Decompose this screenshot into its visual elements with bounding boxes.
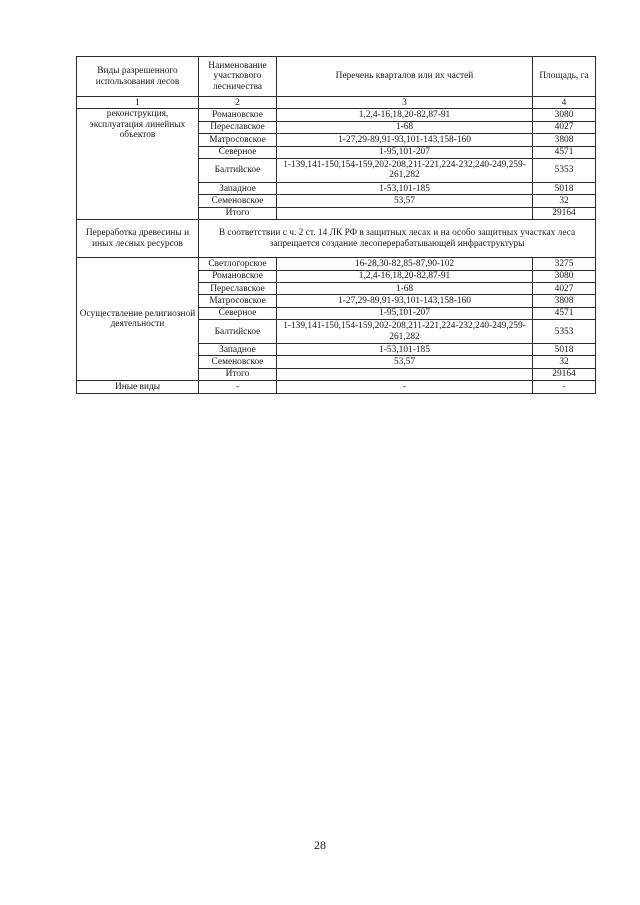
quarters-cell: 1-95,101-207 xyxy=(277,146,533,158)
table-row xyxy=(77,220,596,258)
area-cell: 32 xyxy=(533,195,596,207)
area-cell: 5353 xyxy=(533,320,596,344)
area-cell: 5018 xyxy=(533,182,596,194)
area-cell: 4027 xyxy=(533,282,596,294)
quarters-cell: 1-68 xyxy=(277,121,533,133)
area-total-cell: 29164 xyxy=(533,207,596,219)
area-cell: 4027 xyxy=(533,121,596,133)
quarters-cell: 1-68 xyxy=(277,282,533,294)
forestry-cell: Светлогорское xyxy=(199,258,277,270)
use-type-religious-activity: Осуществление религиозной деятельности xyxy=(77,258,199,381)
area-cell: 5353 xyxy=(533,158,596,182)
forestry-cell: Матросовское xyxy=(199,134,277,146)
forestry-cell: Романовское xyxy=(199,270,277,282)
header-quarters: Перечень кварталов или их частей xyxy=(277,57,533,97)
quarters-cell: - xyxy=(277,381,533,393)
forestry-cell: Северное xyxy=(199,307,277,319)
forestry-cell: Западное xyxy=(199,344,277,356)
quarters-cell xyxy=(277,368,533,380)
forestry-cell: Итого xyxy=(199,368,277,380)
use-type-wood-processing: Переработка древесины и иных лесных ресурсов xyxy=(77,220,199,258)
area-cell: 5018 xyxy=(533,344,596,356)
column-number: 4 xyxy=(533,97,596,109)
quarters-cell: 16-28,30-82,85-87,90-102 xyxy=(277,258,533,270)
column-number: 2 xyxy=(199,97,277,109)
quarters-cell: 1-53,101-185 xyxy=(277,182,533,194)
quarters-cell: 1-95,101-207 xyxy=(277,307,533,319)
area-cell: 4571 xyxy=(533,307,596,319)
header-area: Площадь, га xyxy=(533,57,596,97)
header-forestry: Наименование участкового лесничества xyxy=(199,57,277,97)
table-row xyxy=(77,258,596,270)
area-total-cell: 29164 xyxy=(533,368,596,380)
area-cell: 3080 xyxy=(533,270,596,282)
quarters-cell: 1-139,141-150,154-159,202-208,211-221,224-232,240-249,259-261,282 xyxy=(277,158,533,182)
area-cell: 4571 xyxy=(533,146,596,158)
forestry-cell: Переславское xyxy=(199,282,277,294)
forestry-cell: Романовское xyxy=(199,109,277,121)
forestry-cell: Семеновское xyxy=(199,356,277,368)
area-cell: 3808 xyxy=(533,295,596,307)
forestry-cell: Балтийское xyxy=(199,320,277,344)
header-use-type: Виды разрешенного использования лесов xyxy=(77,57,199,97)
area-cell: 32 xyxy=(533,356,596,368)
forestry-cell: Балтийское xyxy=(199,158,277,182)
page-number: 28 xyxy=(314,838,326,852)
table-header-row xyxy=(77,57,596,97)
column-number-row xyxy=(77,97,596,109)
quarters-cell xyxy=(277,207,533,219)
land-use-table xyxy=(76,56,596,394)
area-cell: 3080 xyxy=(533,109,596,121)
restriction-note: В соответствии с ч. 2 ст. 14 ЛК РФ в защитных лесах и на особо защитных участках леса запрещается создание лесоперерабатывающей инфраструктуры xyxy=(199,220,596,258)
forestry-cell: - xyxy=(199,381,277,393)
table-row xyxy=(77,109,596,121)
quarters-cell: 1-53,101-185 xyxy=(277,344,533,356)
area-cell: - xyxy=(533,381,596,393)
area-cell: 3808 xyxy=(533,134,596,146)
forestry-cell: Итого xyxy=(199,207,277,219)
use-type-other: Иные виды xyxy=(77,381,199,393)
quarters-cell: 1,2,4-16,18,20-82,87-91 xyxy=(277,109,533,121)
forestry-cell: Матросовское xyxy=(199,295,277,307)
quarters-cell: 53,57 xyxy=(277,356,533,368)
quarters-cell: 1-27,29-89,91-93,101-143,158-160 xyxy=(277,295,533,307)
column-number: 1 xyxy=(77,97,199,109)
forestry-cell: Северное xyxy=(199,146,277,158)
quarters-cell: 1,2,4-16,18,20-82,87-91 xyxy=(277,270,533,282)
table-row xyxy=(77,381,596,393)
forestry-cell: Западное xyxy=(199,182,277,194)
forestry-cell: Семеновское xyxy=(199,195,277,207)
use-type-linear-objects: реконструкция, эксплуатация линейных объектов xyxy=(77,109,199,220)
column-number: 3 xyxy=(277,97,533,109)
quarters-cell: 1-139,141-150,154-159,202-208,211-221,224-232,240-249,259-261,282 xyxy=(277,320,533,344)
quarters-cell: 1-27,29-89,91-93,101-143,158-160 xyxy=(277,134,533,146)
area-cell: 3275 xyxy=(533,258,596,270)
forestry-cell: Переславское xyxy=(199,121,277,133)
quarters-cell: 53,57 xyxy=(277,195,533,207)
